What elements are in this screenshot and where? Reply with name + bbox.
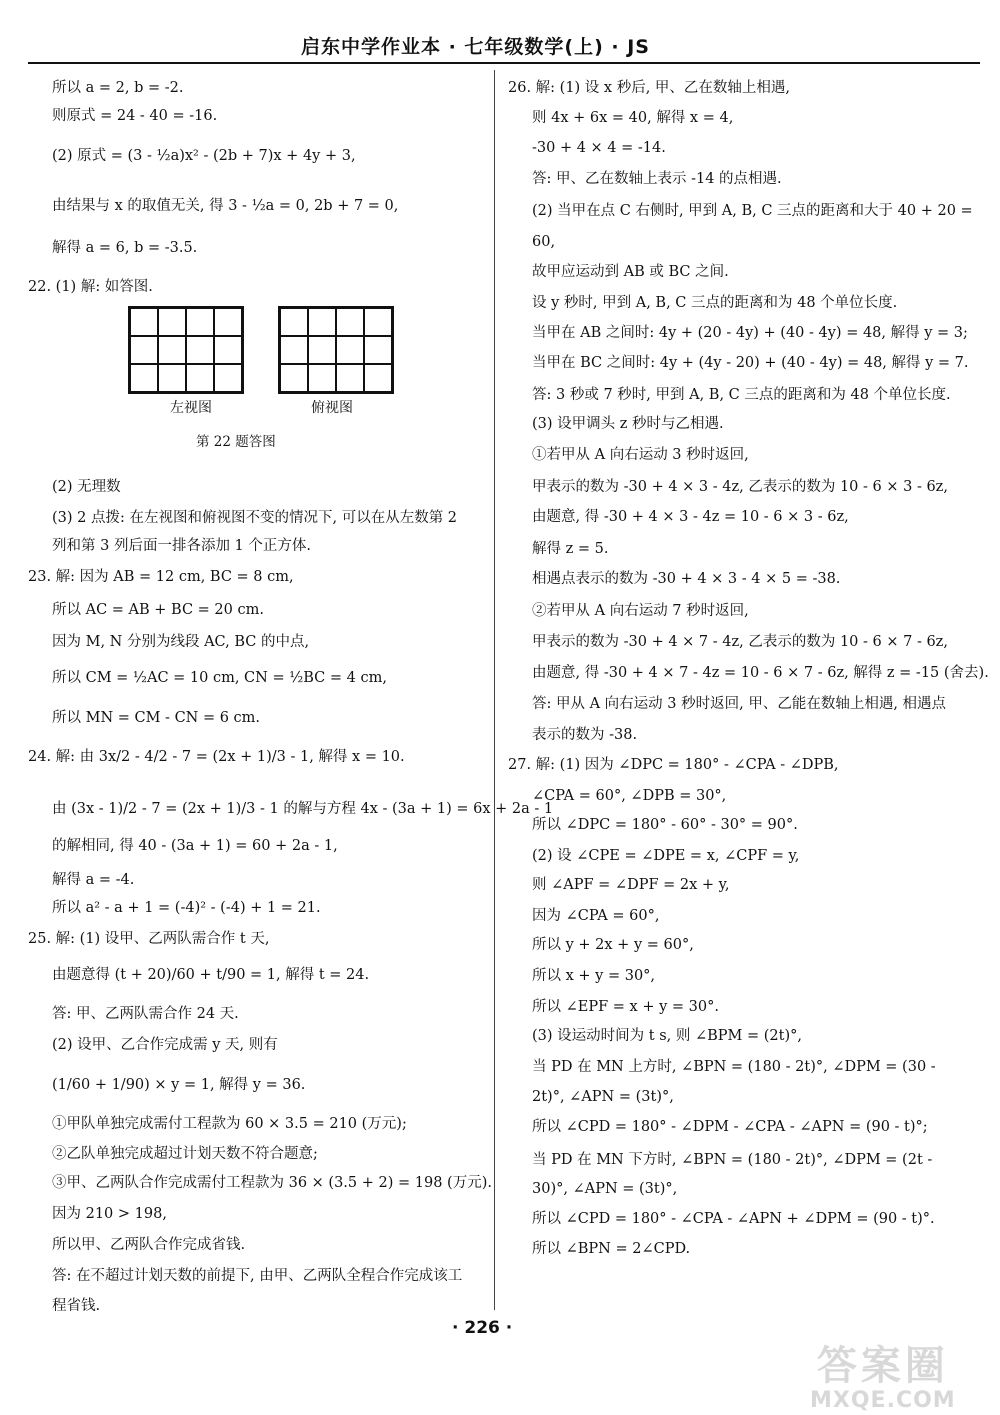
grid-cell	[308, 336, 336, 364]
right_column-line: 甲表示的数为 -30 + 4 × 7 - 4z, 乙表示的数为 10 - 6 × 7 - 6z,	[532, 634, 948, 650]
column-divider	[494, 70, 495, 1310]
left-view-grid	[128, 306, 244, 394]
right_column-line: 答: 甲、乙在数轴上表示 -14 的点相遇.	[532, 171, 782, 187]
right_column-line: 因为 ∠CPA = 60°,	[532, 908, 660, 924]
left_column-line: (3) 2 点拨: 在左视图和俯视图不变的情况下, 可以在从左数第 2	[52, 510, 458, 526]
right_column-line: 30)°, ∠APN = (3t)°,	[532, 1181, 678, 1197]
right_column-line: 故甲应运动到 AB 或 BC 之间.	[532, 264, 729, 280]
left_column-line: ③甲、乙两队合作完成需付工程款为 36 × (3.5 + 2) = 198 (万元).	[52, 1175, 492, 1191]
grid-cell	[364, 364, 392, 392]
right_column-line: 当 PD 在 MN 上方时, ∠BPN = (180 - 2t)°, ∠DPM = (30 -	[532, 1059, 936, 1075]
left_column-line: 所以 a² - a + 1 = (-4)² - (-4) + 1 = 21.	[52, 900, 321, 916]
grid-cell	[186, 364, 214, 392]
left_column-line: (1/60 + 1/90) × y = 1, 解得 y = 36.	[52, 1077, 306, 1093]
left_column-line: (2) 设甲、乙合作完成需 y 天, 则有	[52, 1037, 278, 1053]
grid-cell	[280, 364, 308, 392]
grid-cell	[158, 308, 186, 336]
grid-cell	[280, 336, 308, 364]
left_column-line: 由结果与 x 的取值无关, 得 3 - ½a = 0, 2b + 7 = 0,	[52, 198, 399, 214]
left-view-label: 左视图	[170, 400, 212, 416]
left_column-line: 所以 CM = ½AC = 10 cm, CN = ½BC = 4 cm,	[52, 670, 387, 686]
grid-cell	[186, 336, 214, 364]
right_column-line: (2) 当甲在点 C 右侧时, 甲到 A, B, C 三点的距离和大于 40 + 20 =	[532, 203, 973, 219]
left_column-line: 答: 在不超过计划天数的前提下, 由甲、乙两队全程合作完成该工	[52, 1268, 463, 1284]
left_column-line: (2) 原式 = (3 - ½a)x² - (2b + 7)x + 4y + 3,	[52, 148, 356, 164]
right_column-line: ∠CPA = 60°, ∠DPB = 30°,	[532, 788, 727, 804]
right_column-line: 所以 ∠DPC = 180° - 60° - 30° = 90°.	[532, 817, 798, 833]
right_column-line: 则 ∠APF = ∠DPF = 2x + y,	[532, 877, 730, 893]
grid-cell	[214, 308, 242, 336]
left_column-line: 答: 甲、乙两队需合作 24 天.	[52, 1006, 239, 1022]
grid-cell	[308, 308, 336, 336]
left_column-line: 所以 MN = CM - CN = 6 cm.	[52, 710, 261, 726]
right_column-line: 所以 ∠EPF = x + y = 30°.	[532, 999, 719, 1015]
right_column-line: 60,	[532, 234, 556, 250]
grid-cell	[158, 364, 186, 392]
left_column-line: 由题意得 (t + 20)/60 + t/90 = 1, 解得 t = 24.	[52, 967, 370, 983]
right_column-line: 所以 ∠BPN = 2∠CPD.	[532, 1241, 691, 1257]
left_column-line: 24. 解: 由 3x/2 - 4/2 - 7 = (2x + 1)/3 - 1, 解得 x = 10.	[28, 749, 405, 765]
right_column-line: 当甲在 BC 之间时: 4y + (4y - 20) + (40 - 4y) = 48, 解得 y = 7.	[532, 355, 969, 371]
right_column-line: 相遇点表示的数为 -30 + 4 × 3 - 4 × 5 = -38.	[532, 571, 841, 587]
right_column-line: -30 + 4 × 4 = -14.	[532, 140, 666, 156]
right_column-line: 设 y 秒时, 甲到 A, B, C 三点的距离和为 48 个单位长度.	[532, 295, 898, 311]
left_column-line: (2) 无理数	[52, 479, 121, 495]
left_column-line: 所以 a = 2, b = -2.	[52, 80, 184, 96]
left_column-line: ②乙队单独完成超过计划天数不符合题意;	[52, 1146, 318, 1162]
left_column-line: 程省钱.	[52, 1298, 101, 1314]
right_column-line: (3) 设甲调头 z 秒时与乙相遇.	[532, 416, 724, 432]
right_column-line: ②若甲从 A 向右运动 7 秒时返回,	[532, 603, 749, 619]
left_column-line: 22. (1) 解: 如答图.	[28, 279, 153, 295]
right_column-line: 由题意, 得 -30 + 4 × 3 - 4z = 10 - 6 × 3 - 6z,	[532, 509, 849, 525]
top-view-label: 俯视图	[311, 400, 353, 416]
right_column-line: 2t)°, ∠APN = (3t)°,	[532, 1089, 674, 1105]
left_column-line: 25. 解: (1) 设甲、乙两队需合作 t 天,	[28, 931, 270, 947]
grid-cell	[130, 308, 158, 336]
left_column-line: 解得 a = -4.	[52, 872, 135, 888]
left_column-line: 列和第 3 列后面一排各添加 1 个正方体.	[52, 538, 311, 554]
left_column-line: 所以 AC = AB + BC = 20 cm.	[52, 602, 264, 618]
grid-cell	[214, 364, 242, 392]
grid-cell	[336, 336, 364, 364]
right_column-line: 甲表示的数为 -30 + 4 × 3 - 4z, 乙表示的数为 10 - 6 × 3 - 6z,	[532, 479, 948, 495]
grid-cell	[364, 336, 392, 364]
right_column-line: 当甲在 AB 之间时: 4y + (20 - 4y) + (40 - 4y) = 48, 解得 y = 3;	[532, 325, 968, 341]
right_column-line: 则 4x + 6x = 40, 解得 x = 4,	[532, 110, 734, 126]
watermark-logo: 答案圈	[816, 1343, 949, 1389]
grid-cell	[364, 308, 392, 336]
page-header	[28, 28, 980, 64]
left_column-line: 因为 210 > 198,	[52, 1206, 167, 1222]
right_column-line: 27. 解: (1) 因为 ∠DPC = 180° - ∠CPA - ∠DPB,	[508, 757, 839, 773]
right_column-line: 表示的数为 -38.	[532, 727, 638, 743]
left_column-line: 所以甲、乙两队合作完成省钱.	[52, 1237, 246, 1253]
top-view-grid	[278, 306, 394, 394]
grid-cell	[308, 364, 336, 392]
right_column-line: 所以 ∠CPD = 180° - ∠DPM - ∠CPA - ∠APN = (90 - t)°;	[532, 1119, 928, 1135]
grid-cell	[280, 308, 308, 336]
grid-cell	[186, 308, 214, 336]
left_column-line: 由 (3x - 1)/2 - 7 = (2x + 1)/3 - 1 的解与方程 4x - (3a + 1) = 6x + 2a - 1	[52, 801, 554, 817]
left_column-line: 则原式 = 24 - 40 = -16.	[52, 108, 218, 124]
grid-cell	[214, 336, 242, 364]
watermark-url: MXQE.COM	[810, 1388, 956, 1413]
right_column-line: 所以 y + 2x + y = 60°,	[532, 937, 694, 953]
right_column-line: 答: 甲从 A 向右运动 3 秒时返回, 甲、乙能在数轴上相遇, 相遇点	[532, 696, 947, 712]
watermark	[810, 1343, 956, 1413]
right_column-line: (2) 设 ∠CPE = ∠DPE = x, ∠CPF = y,	[532, 848, 800, 864]
right_column-line: 所以 ∠CPD = 180° - ∠CPA - ∠APN + ∠DPM = (90 - t)°.	[532, 1211, 935, 1227]
right_column-line: 由题意, 得 -30 + 4 × 7 - 4z = 10 - 6 × 7 - 6z, 解得 z = -15 (舍去).	[532, 665, 989, 681]
right_column-line: (3) 设运动时间为 t s, 则 ∠BPM = (2t)°,	[532, 1028, 802, 1044]
grid-cell	[336, 308, 364, 336]
grid-cell	[158, 336, 186, 364]
left_column-line: 23. 解: 因为 AB = 12 cm, BC = 8 cm,	[28, 569, 294, 585]
grid-cell	[130, 336, 158, 364]
grid-cell	[336, 364, 364, 392]
right_column-line: 所以 x + y = 30°,	[532, 968, 656, 984]
figure-caption: 第 22 题答图	[196, 434, 276, 450]
right_column-line: 解得 z = 5.	[532, 541, 609, 557]
grid-cell	[130, 364, 158, 392]
right_column-line: 26. 解: (1) 设 x 秒后, 甲、乙在数轴上相遇,	[508, 80, 791, 96]
left_column-line: 因为 M, N 分别为线段 AC, BC 的中点,	[52, 634, 310, 650]
left_column-line: 的解相同, 得 40 - (3a + 1) = 60 + 2a - 1,	[52, 838, 338, 854]
right_column-line: 当 PD 在 MN 下方时, ∠BPN = (180 - 2t)°, ∠DPM = (2t -	[532, 1152, 933, 1168]
page-number: · 226 ·	[452, 1318, 513, 1338]
right_column-line: ①若甲从 A 向右运动 3 秒时返回,	[532, 447, 749, 463]
left_column-line: ①甲队单独完成需付工程款为 60 × 3.5 = 210 (万元);	[52, 1116, 407, 1132]
header-title: 启东中学作业本 · 七年级数学(上) · JS	[300, 36, 650, 58]
left_column-line: 解得 a = 6, b = -3.5.	[52, 240, 198, 256]
right_column-line: 答: 3 秒或 7 秒时, 甲到 A, B, C 三点的距离和为 48 个单位长度.	[532, 387, 951, 403]
